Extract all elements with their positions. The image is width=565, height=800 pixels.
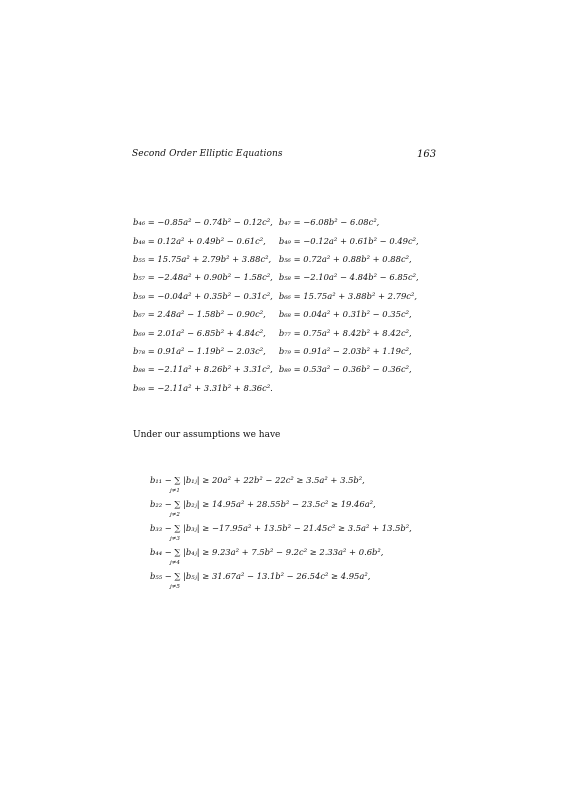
equation-row (133, 342, 419, 360)
inequality (150, 571, 412, 595)
inequality (150, 475, 412, 499)
equation-row (133, 213, 419, 231)
equation: b₇₇ = 0.75a² + 8.42b² + 8.42c², (278, 327, 412, 338)
inequality-expression: b₅₅ − ∑ |b₅ⱼ| ≥ 31.67a² − 13.1b² − 26.54c² ≥ 4.95a², (150, 571, 371, 581)
equation: b₄₇ = −6.08b² − 6.08c², (278, 217, 380, 228)
equation-row (133, 305, 419, 323)
equation: b₇₉ = 0.91a² − 2.03b² + 1.19c², (278, 345, 412, 356)
coefficient-table (133, 213, 419, 397)
equation: b₈₈ = −2.11a² + 8.26b² + 3.31c², (133, 364, 273, 375)
equation-row (133, 287, 419, 305)
intro-paragraph: Under our assumptions we have (133, 430, 281, 440)
equation: b₆₇ = 2.48a² − 1.58b² − 0.90c², (133, 309, 266, 320)
equation: b₆₉ = 2.01a² − 6.85b² + 4.84c², (133, 327, 266, 338)
equation: b₄₈ = 0.12a² + 0.49b² − 0.61c², (133, 235, 266, 246)
inequality-expression: b₁₁ − ∑ |b₁ⱼ| ≥ 20a² + 22b² − 22c² ≥ 3.5a² + 3.5b², (150, 475, 365, 485)
equation: b₄₉ = −0.12a² + 0.61b² − 0.49c², (278, 235, 419, 246)
equation-row (133, 231, 419, 249)
equation: b₅₇ = −2.48a² + 0.90b² − 1.58c², (133, 272, 273, 283)
equation: b₄₆ = −0.85a² − 0.74b² − 0.12c², (133, 217, 273, 228)
equation-row (133, 268, 419, 286)
equation: b₅₅ = 15.75a² + 2.79b² + 3.88c², (133, 253, 272, 264)
running-title: Second Order Elliptic Equations (132, 149, 283, 159)
equation: b₆₆ = 15.75a² + 3.88b² + 2.79c², (278, 290, 417, 301)
inequality-expression: b₄₄ − ∑ |b₄ⱼ| ≥ 9.23a² + 7.5b² − 9.2c² ≥ 2.33a² + 0.6b², (150, 547, 384, 557)
equation-row (133, 323, 419, 341)
page-number: 163 (417, 149, 437, 160)
summation-subscript: j≠5 (170, 584, 180, 590)
summation-subscript: j≠2 (170, 512, 180, 518)
summation-subscript: j≠1 (170, 488, 180, 494)
summation-subscript: j≠4 (170, 560, 180, 566)
equation: b₅₆ = 0.72a² + 0.88b² + 0.88c², (278, 253, 412, 264)
equation: b₅₈ = −2.10a² − 4.84b² − 6.85c², (278, 272, 419, 283)
equation: b₅₉ = −0.04a² + 0.35b² − 0.31c², (133, 290, 273, 301)
inequality (150, 499, 412, 523)
equation: b₆₈ = 0.04a² + 0.31b² − 0.35c², (278, 309, 412, 320)
equation-row (133, 379, 419, 397)
equation: b₉₉ = −2.11a² + 3.31b² + 8.36c². (133, 382, 273, 393)
inequality-list (150, 475, 412, 595)
equation: b₈₉ = 0.53a² − 0.36b² − 0.36c², (278, 364, 412, 375)
inequality (150, 523, 412, 547)
inequality-expression: b₃₃ − ∑ |b₃ⱼ| ≥ −17.95a² + 13.5b² − 21.45c² ≥ 3.5a² + 13.5b², (150, 523, 412, 533)
inequality (150, 547, 412, 571)
summation-subscript: j≠3 (170, 536, 180, 542)
equation-row (133, 360, 419, 378)
equation: b₇₈ = 0.91a² − 1.19b² − 2.03c², (133, 345, 266, 356)
equation-row (133, 250, 419, 268)
equation (279, 379, 419, 397)
inequality-expression: b₂₂ − ∑ |b₂ⱼ| ≥ 14.95a² + 28.55b² − 23.5c² ≥ 19.46a², (150, 499, 376, 509)
